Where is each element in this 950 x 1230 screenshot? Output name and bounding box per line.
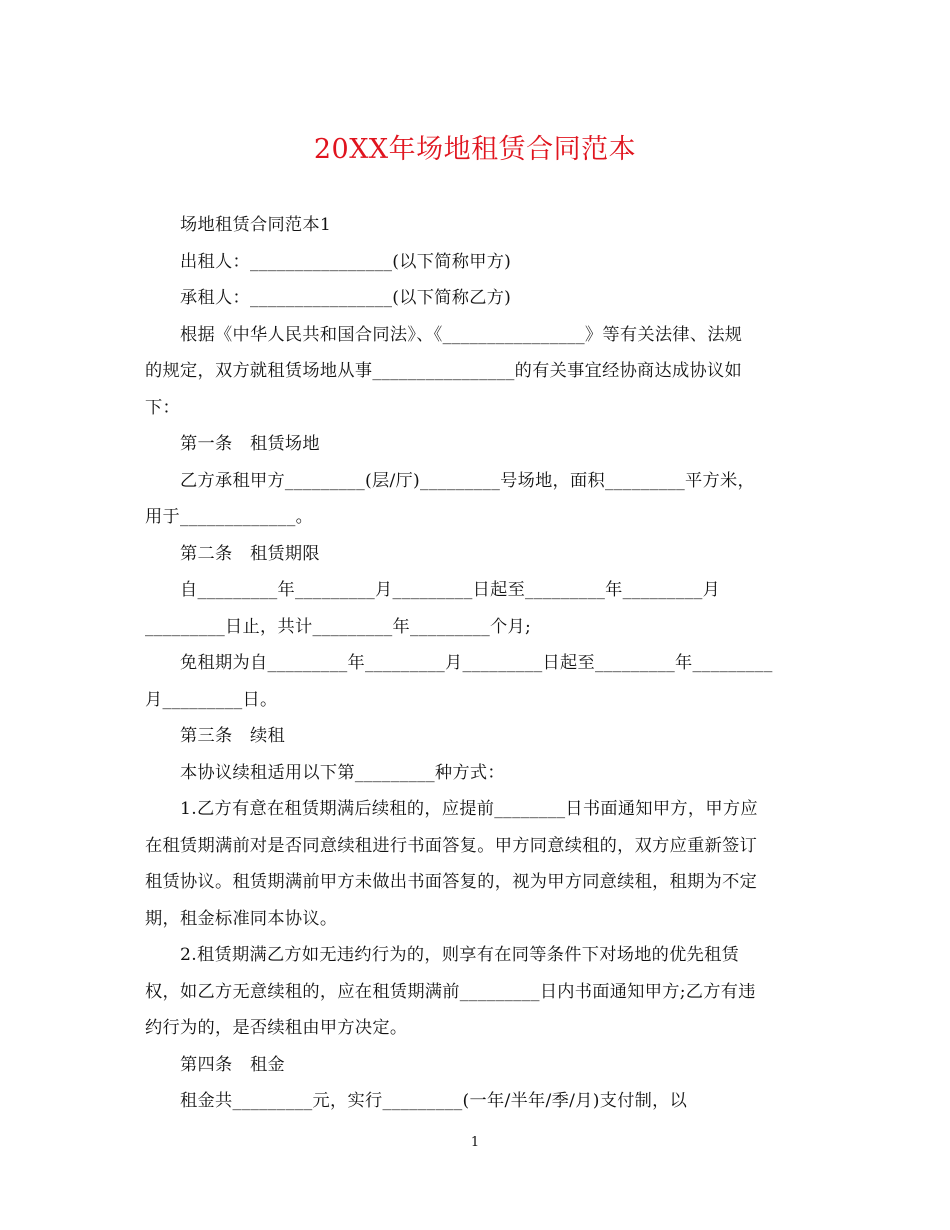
text-line: 第三条 续租 — [180, 726, 285, 746]
text-line: 场地租赁合同范本1 — [180, 215, 332, 235]
text-line: 约行为的，是否续租由甲方决定。 — [145, 1018, 408, 1038]
text-line: 免租期为自_________年_________月_________日起至_________年_________ — [180, 653, 773, 673]
text-line: 根据《中华人民共和国合同法》、《________________》等有关法律、法规 — [180, 324, 743, 345]
text-line: 2.租赁期满乙方如无违约行为的，则享有在同等条件下对场地的优先租赁 — [180, 945, 740, 965]
paragraph-premises — [145, 463, 810, 536]
paragraph-term — [145, 572, 810, 645]
text-line: 租金共_________元，实行_________(一年/半年/季/月)支付制，以 — [180, 1091, 688, 1111]
article-2-heading — [145, 536, 810, 573]
text-line: 承租人：________________(以下简称乙方) — [180, 288, 512, 308]
article-4-heading — [145, 1047, 810, 1084]
text-line: 的规定，双方就租赁场地从事________________的有关事宜经协商达成协议如 — [145, 361, 742, 381]
page-number: 1 — [470, 1135, 480, 1150]
paragraph-renewal-option-1 — [145, 791, 810, 937]
text-line: 本协议续租适用以下第_________种方式： — [180, 762, 505, 783]
text-line: 1.乙方有意在租赁期满后续租的，应提前________日书面通知甲方，甲方应 — [180, 799, 758, 819]
text-line: 月_________日。 — [145, 689, 278, 710]
text-line: 用于_____________。 — [145, 507, 314, 527]
paragraph-renewal-option-2 — [145, 937, 810, 1047]
text-line: 权，如乙方无意续租的，应在租赁期满前_________日内书面通知甲方;乙方有违 — [145, 981, 756, 1002]
text-line: 第二条 租赁期限 — [180, 543, 320, 564]
article-1-heading — [145, 426, 810, 463]
document-body — [145, 207, 810, 1120]
paragraph-basis — [145, 317, 810, 427]
text-line: 出租人：________________(以下简称甲方) — [180, 251, 512, 272]
paragraph-renewal-method — [145, 755, 810, 792]
paragraph-rent — [145, 1083, 810, 1120]
paragraph-rent-free — [145, 645, 810, 718]
document-title: 20XX年场地租赁合同范本 — [313, 134, 637, 165]
text-line: 期，租金标准同本协议。 — [145, 908, 338, 929]
text-line: _________日止，共计_________年_________个月; — [145, 616, 532, 637]
article-3-heading — [145, 718, 810, 755]
paragraph-lessor — [145, 244, 810, 281]
text-line: 乙方承租甲方_________(层/厅)_________号场地，面积_________平方米， — [180, 470, 756, 491]
text-line: 租赁协议。租赁期满前甲方未做出书面答复的，视为甲方同意续租，租期为不定 — [145, 872, 758, 892]
text-line: 在租赁期满前对是否同意续租进行书面答复。甲方同意续租的，双方应重新签订 — [145, 835, 758, 856]
text-line: 自_________年_________月_________日起至_________年_________月 — [180, 580, 721, 600]
text-line: 第四条 租金 — [180, 1054, 285, 1075]
text-line: 第一条 租赁场地 — [180, 434, 320, 454]
paragraph-lessee — [145, 280, 810, 317]
paragraph-intro-title — [145, 207, 810, 244]
text-line: 下： — [145, 397, 180, 418]
